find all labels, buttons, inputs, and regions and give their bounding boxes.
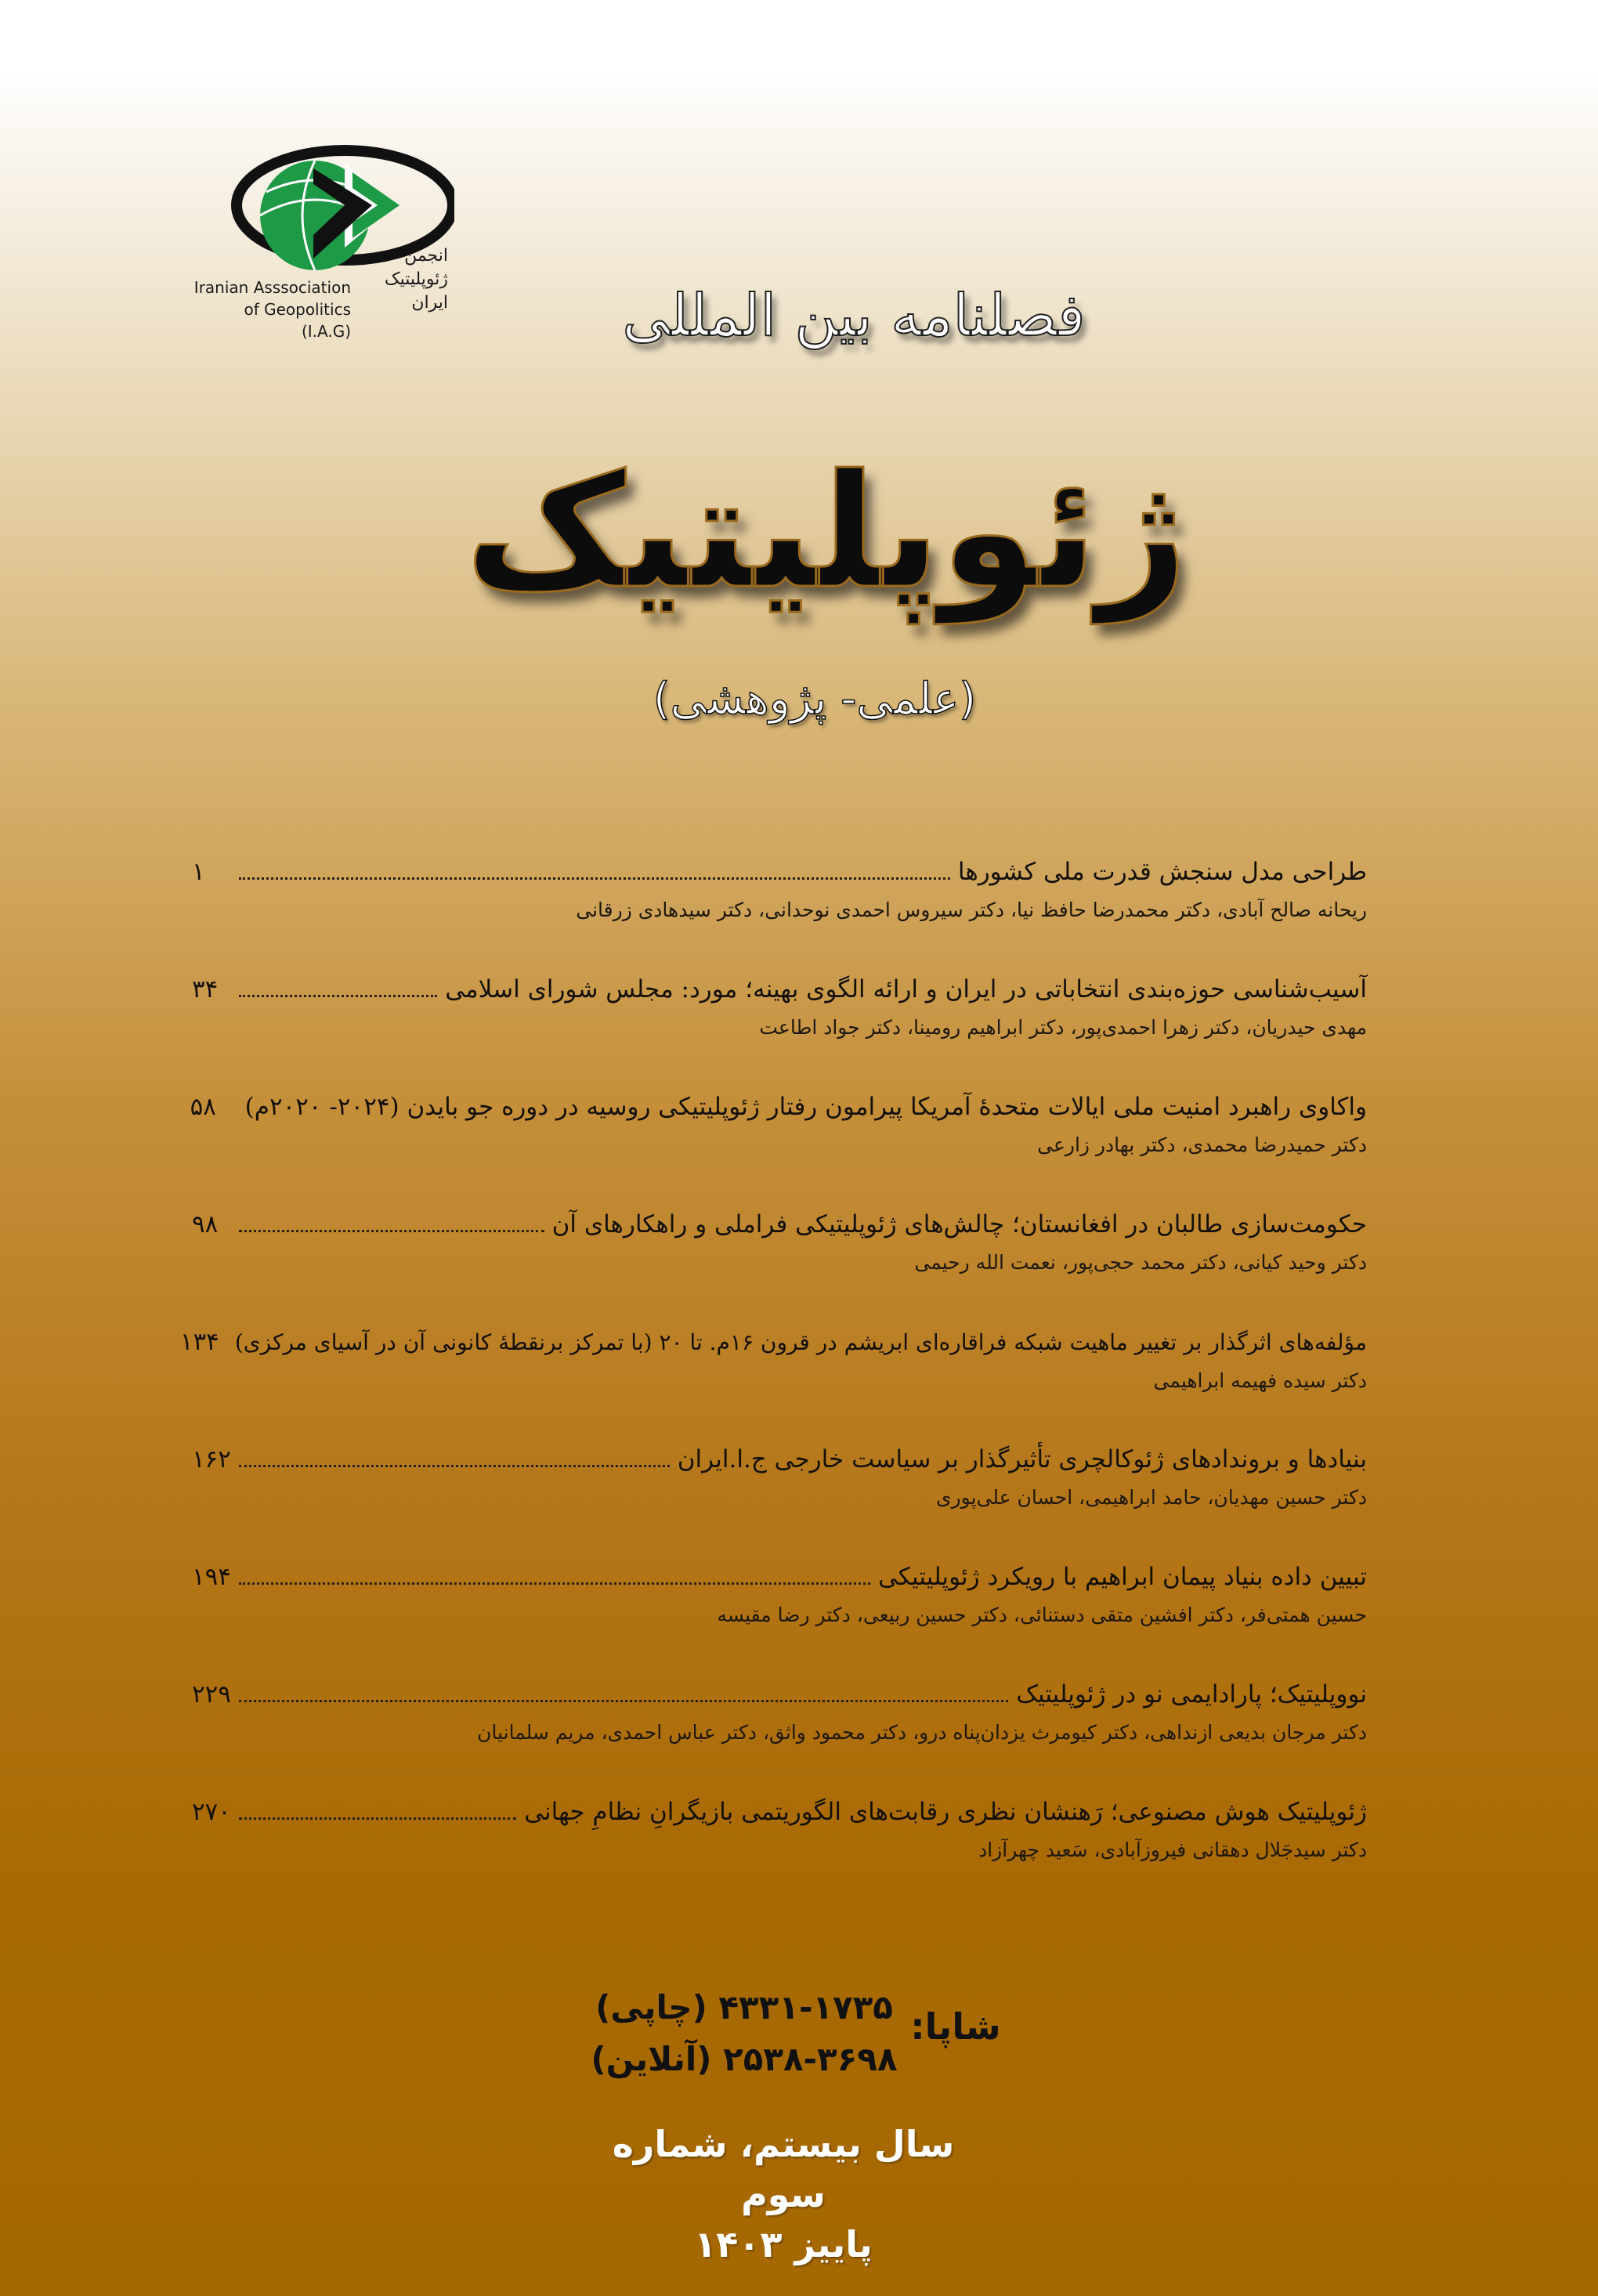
article-authors: دکتر مرجان بدیعی ازنداهی، دکتر کیومرث یزدان‌پناه درو، دکتر محمود واثق، دکتر عباس احمدی، مریم سلمانیان — [477, 1721, 1367, 1744]
toc-entry — [192, 1441, 1367, 1559]
volume-issue: سال بیستم، شماره سوم — [612, 2123, 955, 2215]
issn-online: ۲۵۳۸-۳۶۹۸ (آنلاین) — [591, 2040, 898, 2078]
article-authors: ریحانه صالح آبادی، دکتر محمدرضا حافظ نیا، دکتر سیروس احمدی نوحدانی، دکتر سیدهادی زرقانی — [576, 899, 1367, 921]
article-authors: دکتر حسین مهدیان، حامد ابراهیمی، احسان علی‌پوری — [936, 1486, 1367, 1509]
article-title: نووپلیتیک؛ پارادایمی نو در ژئوپلیتیک — [1016, 1680, 1367, 1708]
article-title: تبیین داده بنیاد پیمان ابراهیم با رویکرد ژئوپلیتیکی — [878, 1563, 1367, 1591]
article-title: مؤلفه‌های اثرگذار بر تغییر ماهیت شبکه فراقاره‌ای ابریشم در قرون ۱۶م. تا ۲۰ (با تمرکز برنقطهٔ کانونی آن در آسیای مرکزی) — [234, 1329, 1367, 1355]
toc-title-row — [192, 1206, 1367, 1242]
toc-title-row — [192, 854, 1367, 890]
dot-leader — [239, 1582, 870, 1585]
article-title: ژئوپلیتیک هوش مصنوعی؛ رَهنشان نظری رقابت‌های الگوریتمی بازیگرانِ نظامِ جهانی — [524, 1798, 1367, 1826]
logo-english-line-3: (I.A.G) — [301, 322, 351, 341]
issn-label: شاپا: — [910, 2005, 1001, 2048]
toc-entry — [192, 854, 1367, 971]
toc-entry — [192, 1559, 1367, 1676]
toc-title-row — [192, 1676, 1367, 1712]
issn-numbers — [580, 1982, 909, 2085]
page-number: ۱۳۴ — [179, 1328, 219, 1356]
dot-leader — [239, 1230, 544, 1232]
page-number: ۹۸ — [192, 1210, 219, 1238]
logo-english-line-1: Iranian Asssociation — [193, 278, 351, 297]
season-year: پاییز ۱۴۰۳ — [694, 2223, 873, 2265]
article-authors: مهدی حیدریان، دکتر زهرا احمدی‌پور، دکتر ابراهیم رومینا، دکتر جواد اطاعت — [759, 1016, 1367, 1039]
toc-entry — [192, 1089, 1367, 1206]
issn-print: ۴۳۳۱-۱۷۳۵ (چاپی) — [595, 1988, 893, 2027]
article-title: حکومت‌سازی طالبان در افغانستان؛ چالش‌های ژئوپلیتیکی فراملی و راهکارهای آن — [551, 1210, 1367, 1238]
journal-title: ژئوپلیتیک — [465, 441, 1188, 624]
journal-type-label: (علمی- پژوهشی) — [653, 674, 977, 725]
dot-leader — [239, 877, 950, 880]
issue-info — [564, 2119, 1003, 2269]
logo-persian-line-2: ژئوپلیتیک — [384, 269, 448, 289]
toc-entry — [192, 1794, 1367, 1911]
page-number: ۱۶۲ — [192, 1445, 231, 1473]
logo-persian-line-1: انجمن — [404, 246, 448, 266]
dot-leader — [239, 1700, 1008, 1702]
page-number: ۳۴ — [192, 975, 219, 1003]
toc-title-row — [192, 1441, 1367, 1477]
dot-leader — [239, 995, 437, 997]
page-number: ۱ — [192, 858, 205, 886]
logo-english-line-2: of Geopolitics — [244, 300, 351, 319]
page-number: ۲۲۹ — [192, 1680, 231, 1708]
page-number: ۵۸ — [190, 1093, 216, 1121]
toc-entry — [192, 1206, 1367, 1324]
toc-title-row — [179, 1324, 1367, 1361]
toc-title-row — [192, 1089, 1367, 1125]
article-authors: دکتر سیدجَلال دهقانی فیروزآبادی، سَعید چهرآزاد — [978, 1839, 1367, 1861]
toc-entry — [179, 1324, 1367, 1441]
table-of-contents — [179, 854, 1367, 1911]
toc-title-row — [192, 971, 1367, 1007]
article-title: بنیادها و بروندادهای ژئوکالچری تأثیرگذار بر سیاست خارجی ج.ا.ایران — [677, 1445, 1367, 1473]
journal-subtitle: فصلنامه بین المللی — [622, 282, 1086, 349]
toc-title-row — [192, 1794, 1367, 1830]
article-authors: دکتر وحید کیانی، دکتر محمد حجی‌پور، نعمت الله رحیمی — [914, 1251, 1367, 1274]
article-authors: حسین همتی‌فر، دکتر افشین متقی دستنائی، دکتر حسین ربیعی، دکتر رضا مقیسه — [717, 1604, 1367, 1626]
logo-persian-line-3: ایران — [411, 293, 448, 313]
dot-leader — [239, 1817, 516, 1820]
page-number: ۲۷۰ — [192, 1798, 231, 1826]
article-title: طراحی مدل سنجش قدرت ملی کشورها — [957, 858, 1367, 886]
article-authors: دکتر حمیدرضا محمدی، دکتر بهادر زارعی — [1037, 1134, 1367, 1156]
association-logo — [172, 133, 486, 353]
article-authors: دکتر سیده فهیمه ابراهیمی — [1153, 1369, 1367, 1392]
dot-leader — [239, 1465, 670, 1467]
article-title: واکاوی راهبرد امنیت ملی ایالات متحدهٔ آمریکا پیرامون رفتار ژئوپلیتیکی روسیه در دوره جو بایدن (۲۰۲۴- ۲۰۲۰م) — [244, 1093, 1367, 1121]
page-number: ۱۹۴ — [192, 1563, 231, 1591]
toc-entry — [192, 1676, 1367, 1794]
article-title: آسیب‌شناسی حوزه‌بندی انتخاباتی در ایران و ارائه الگوی بهینه؛ مورد: مجلس شورای اسلامی — [445, 975, 1367, 1003]
toc-entry — [192, 971, 1367, 1089]
toc-title-row — [192, 1559, 1367, 1595]
